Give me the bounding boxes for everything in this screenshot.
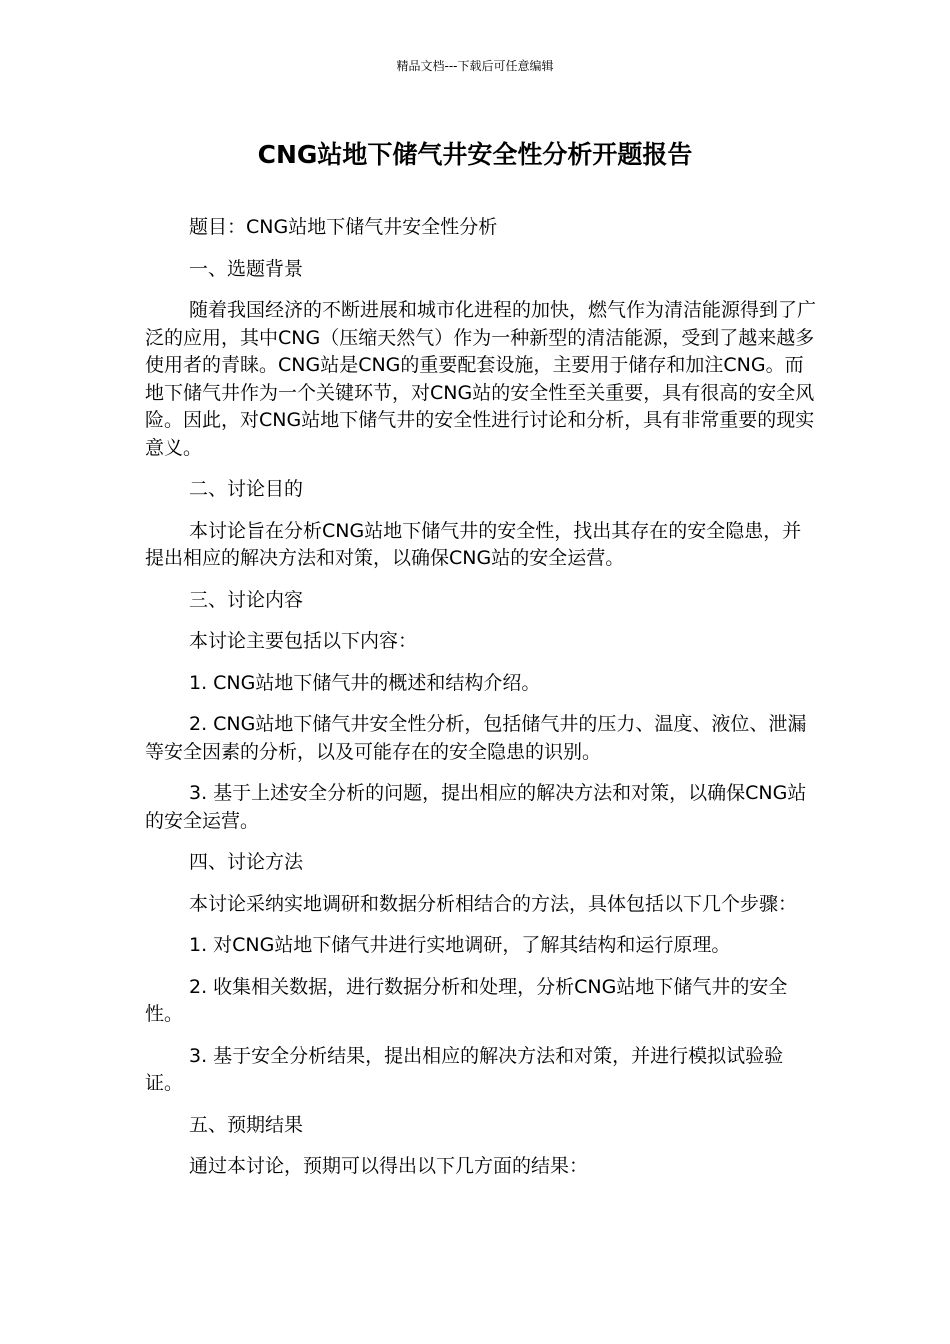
document-title: CNG站地下储气井安全性分析开题报告 (257, 140, 693, 169)
purpose-paragraph: 本讨论旨在分析CNG站地下储气井的安全性，找出其存在的安全隐患，并提出相应的解决方法和对策，以确保CNG站的安全运营。 (145, 519, 802, 569)
method-step-1: 1. 对CNG站地下储气井进行实地调研，了解其结构和运行原理。 (189, 934, 731, 956)
content-item-2: 2. CNG站地下储气井安全性分析，包括储气井的压力、温度、液位、泄漏等安全因素的分析，以及可能存在的安全隐患的识别。 (145, 713, 807, 763)
section-heading-method: 四、讨论方法 (189, 851, 304, 873)
background-paragraph: 随着我国经济的不断进展和城市化进程的加快，燃气作为清洁能源得到了广泛的应用，其中CNG（压缩天然气）作为一种新型的清洁能源，受到了越来越多使用者的青睐。CNG站是CNG的重要配套设施，主要用于储存和加注CNG。而地下储气井作为一个关键环节，对CNG站的安全性至关重要，具有很高的安全风险。因此，对CNG站地下储气井的安全性进行讨论和分析，具有非常重要的现实意义。 (145, 299, 817, 459)
results-intro: 通过本讨论，预期可以得出以下几方面的结果： (189, 1155, 589, 1177)
method-step-2: 2. 收集相关数据，进行数据分析和处理，分析CNG站地下储气井的安全性。 (145, 975, 788, 1025)
section-heading-content: 三、讨论内容 (189, 588, 304, 611)
section-heading-results: 五、预期结果 (189, 1113, 304, 1136)
section-heading-purpose: 二、讨论目的 (189, 478, 304, 500)
content-intro: 本讨论主要包括以下内容： (189, 630, 418, 652)
section-heading-background: 一、选题背景 (189, 257, 304, 280)
method-step-3: 3. 基于安全分析结果，提出相应的解决方法和对策，并进行模拟试验验证。 (145, 1044, 784, 1094)
content-item-3: 3. 基于上述安全分析的问题，提出相应的解决方法和对策，以确保CNG站的安全运营。 (145, 782, 807, 832)
content-item-1: 1. CNG站地下储气井的概述和结构介绍。 (189, 671, 541, 694)
document-body (145, 214, 817, 1195)
method-intro: 本讨论采纳实地调研和数据分析相结合的方法，具体包括以下几个步骤： (189, 892, 798, 915)
header-note: 精品文档---下载后可任意编辑 (396, 59, 554, 73)
topic-line: 题目：CNG站地下储气井安全性分析 (189, 216, 498, 238)
